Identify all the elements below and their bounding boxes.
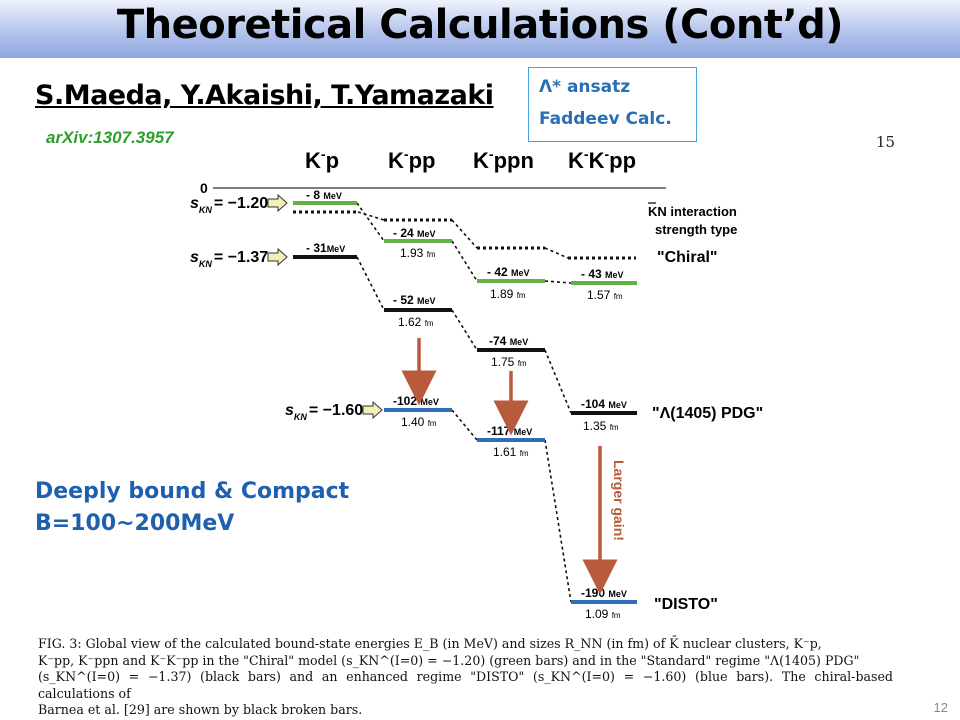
column-header-kpp: K-pp [388,146,436,173]
energy-label: - 31MeV [306,241,346,255]
column-header-kp: K-p [305,146,340,173]
size-label: 1.35 fm [583,419,619,433]
caption-line: K⁻pp, K⁻ppn and K⁻K⁻pp in the "Chiral" model (s_KN^(I=0) = −1.20) (green bars) and in the "Standard" regime "Λ(1405) PDG" [38,652,860,668]
caption-line: (s_KN^(I=0) = −1.37) (black bars) and an enhanced regime "DISTO" (s_KN^(I=0) = −1.60) (blue bars). The chiral-based calculations of [38,669,893,701]
slide-title: Theoretical Calculations (Cont’d) [116,2,844,48]
size-label: 1.89 fm [490,287,526,301]
svg-text:sKN= −1.20: $s_{KN} = -1.20$ [190,195,269,215]
regime-label-pdg: "Λ(1405) PDG" [652,405,764,422]
barnea-connector [358,212,384,220]
deeply-bound-line: Deeply bound & Compact [35,479,350,504]
s-label-disto [285,402,382,422]
s-arrow-icon [268,249,287,265]
deeply-bound-note [35,476,349,540]
size-label: 1.62 fm [398,315,434,329]
arxiv-reference: arXiv:1307.3957 [46,128,174,147]
slide-number: 12 [933,700,948,715]
energy-label: -102 MeV [393,394,439,408]
zero-label: 0 [200,180,208,196]
s-arrow-icon [268,195,287,211]
authors-heading: S.Maeda, Y.Akaishi, T.Yamazaki [35,80,494,111]
size-label: 1.40 fm [401,415,437,429]
energy-label: -117 MeV [487,424,533,438]
size-label: 1.09 fm [585,607,621,621]
size-label: 1.93 fm [400,246,436,260]
s-label-chiral [190,195,287,215]
legend-title [648,203,737,237]
size-label: 1.75 fm [491,355,527,369]
legend-title-line2: strength type [655,222,738,237]
pdg-connector [452,310,477,350]
svg-text:sKN= −1.60: $s_{KN} = -1.60$ [285,402,364,422]
energy-label: - 52 MeV [393,293,436,307]
energy-label: - 42 MeV [487,265,530,279]
caption-line: FIG. 3: Global view of the calculated bound-state energies E_B (in MeV) and sizes R_NN (in fm) of K̄ nuclear clusters, K⁻p, [38,636,822,651]
s-label-pdg [190,249,287,269]
regime-label-disto: "DISTO" [654,596,718,613]
disto-connector [452,410,477,440]
column-header-kppn: K-ppn [473,146,534,173]
caption-line: Barnea et al. [29] are shown by black broken bars. [38,702,363,717]
svg-text:sKN= −1.37: $s_{KN} = -1.37$ [190,249,269,269]
chiral-connector [545,281,571,283]
pdg-connector [357,257,384,310]
disto-connector [545,440,571,602]
energy-label: -104 MeV [581,397,627,411]
ansatz-line: Λ* ansatz [539,77,631,97]
energy-label: -74 MeV [489,334,529,348]
binding-range-line: B=100~200MeV [35,511,235,536]
energy-label: - 8 MeV [306,188,342,202]
regime-labels [652,249,763,613]
size-label: 1.61 fm [493,445,529,459]
pdg-connector [545,350,571,413]
energy-label: - 24 MeV [393,226,436,240]
energy-label: -190 MeV [581,586,627,600]
energy-label: - 43 MeV [581,267,624,281]
column-headers [305,146,636,173]
barnea-connector [452,220,477,248]
legend-title-line1: KN interaction [648,204,737,219]
regime-label-chiral: "Chiral" [657,249,718,266]
larger-gain-label: Larger gain! [611,460,627,541]
chiral-connector [452,241,477,281]
figure-page-number: 15 [876,133,896,151]
chiral-connector [357,203,384,241]
s-arrow-icon [363,402,382,418]
barnea-connector [545,248,568,258]
column-header-kkpp: K-K-pp [568,146,637,173]
faddeev-line: Faddeev Calc. [539,109,672,129]
figure-caption [38,636,893,719]
size-label: 1.57 fm [587,288,623,302]
